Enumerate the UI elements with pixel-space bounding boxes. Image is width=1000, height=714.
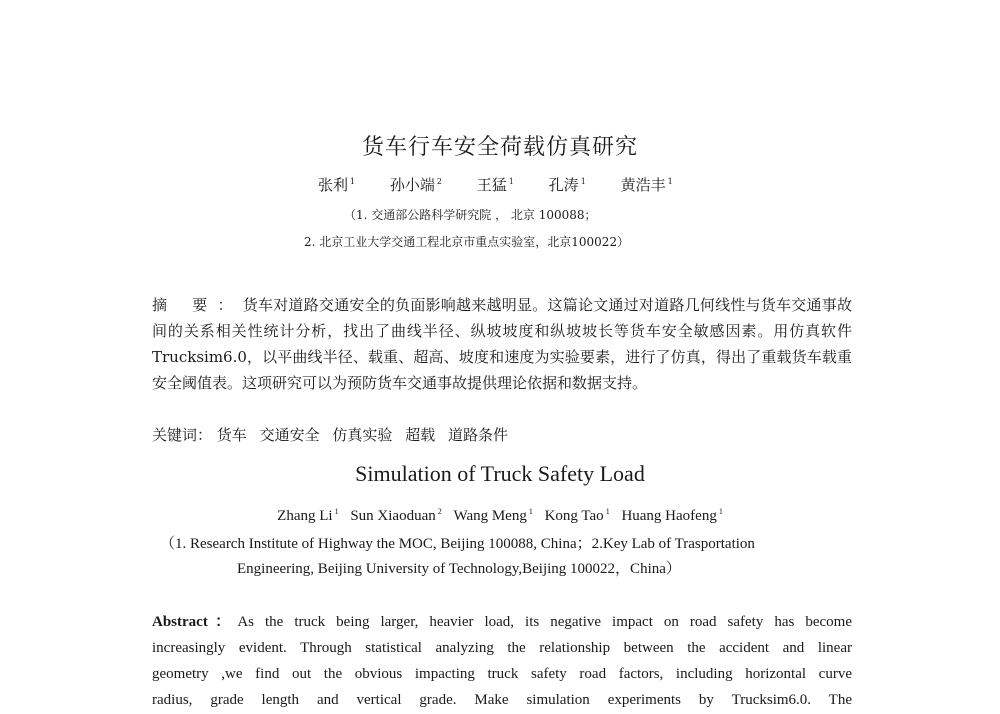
cn-author: 孔涛 $^1$ [548,176,586,194]
cn-keyword: 货车 [216,426,247,444]
cn-keywords [152,424,516,445]
en-author: Sun Xiaoduan $^2$ [350,507,442,524]
cn-affiliation-1: （1. 交通部公路科学研究院 ， 北京 100088； [344,208,597,222]
cn-author: 王猛 $^1$ [476,176,514,194]
en-affiliation-2: Engineering, Beijing University of Technology,Beijing 100022，China） [237,561,681,577]
cn-abstract-label: 摘 要： [152,296,243,314]
en-paper-title: Simulation of Truck Safety Load [355,461,645,486]
en-abstract-line: geometry ,we find out the obvious impacting truck safety road factors, including horizontal curve [152,666,852,682]
en-abstract-line: Abstract：As the truck being larger, heavier load, its negative impact on road safety has become [152,614,852,630]
en-author: Kong Tao $^1$ [544,507,610,524]
en-author: Huang Haofeng $^1$ [621,507,723,524]
cn-paper-title: 货车行车安全荷载仿真研究 [361,135,638,160]
cn-keyword: 仿真实验 [332,426,393,444]
cn-abstract [152,292,852,396]
cn-author: 张利 $^1$ [318,176,356,194]
cn-keyword: 交通安全 [259,426,320,444]
cn-affiliation-2: 2. 北京工业大学交通工程北京市重点实验室，北京100022） [304,235,630,249]
en-abstract-label: Abstract： [152,614,238,630]
en-author-list [0,507,1000,525]
cn-keyword: 道路条件 [447,426,508,444]
cn-keyword: 超载 [405,426,436,444]
cn-author-list [318,174,673,195]
cn-author: 黄浩丰 $^1$ [620,176,673,194]
en-abstract [152,609,852,713]
en-abstract-line: radius, grade length and vertical grade. Make simulation experiments by Trucksim6.0. The [152,692,852,708]
cn-abstract-text: 货车对道路交通安全的负面影响越来越明显。这篇论文通过对道路几何线性与货车交通事故间的关系相关性统计分析，找出了曲线半径、纵坡坡度和纵坡坡长等货车安全敏感因素。用仿真软件 Trucksim6.0，以平曲线半径、载重、超高、坡度和速度为实验要素，进行了仿真，得出了重载货车载重安全阈值表。这项研究可以为预防货车交通事故提供理论依据和数据支持。 [152,296,852,392]
en-author: Zhang Li $^1$ [277,507,339,524]
en-affiliation-1: （1. Research Institute of Highway the MOC, Beijing 100088, China；2.Key Lab of Trasportation [160,536,755,552]
en-abstract-line: increasingly evident. Through statistical analyzing the relationship between the accident and linear [152,640,852,656]
cn-keywords-label: 关键词： [152,426,213,444]
cn-author: 孙小端 $^2$ [389,176,442,194]
en-author: Wang Meng $^1$ [453,507,533,524]
